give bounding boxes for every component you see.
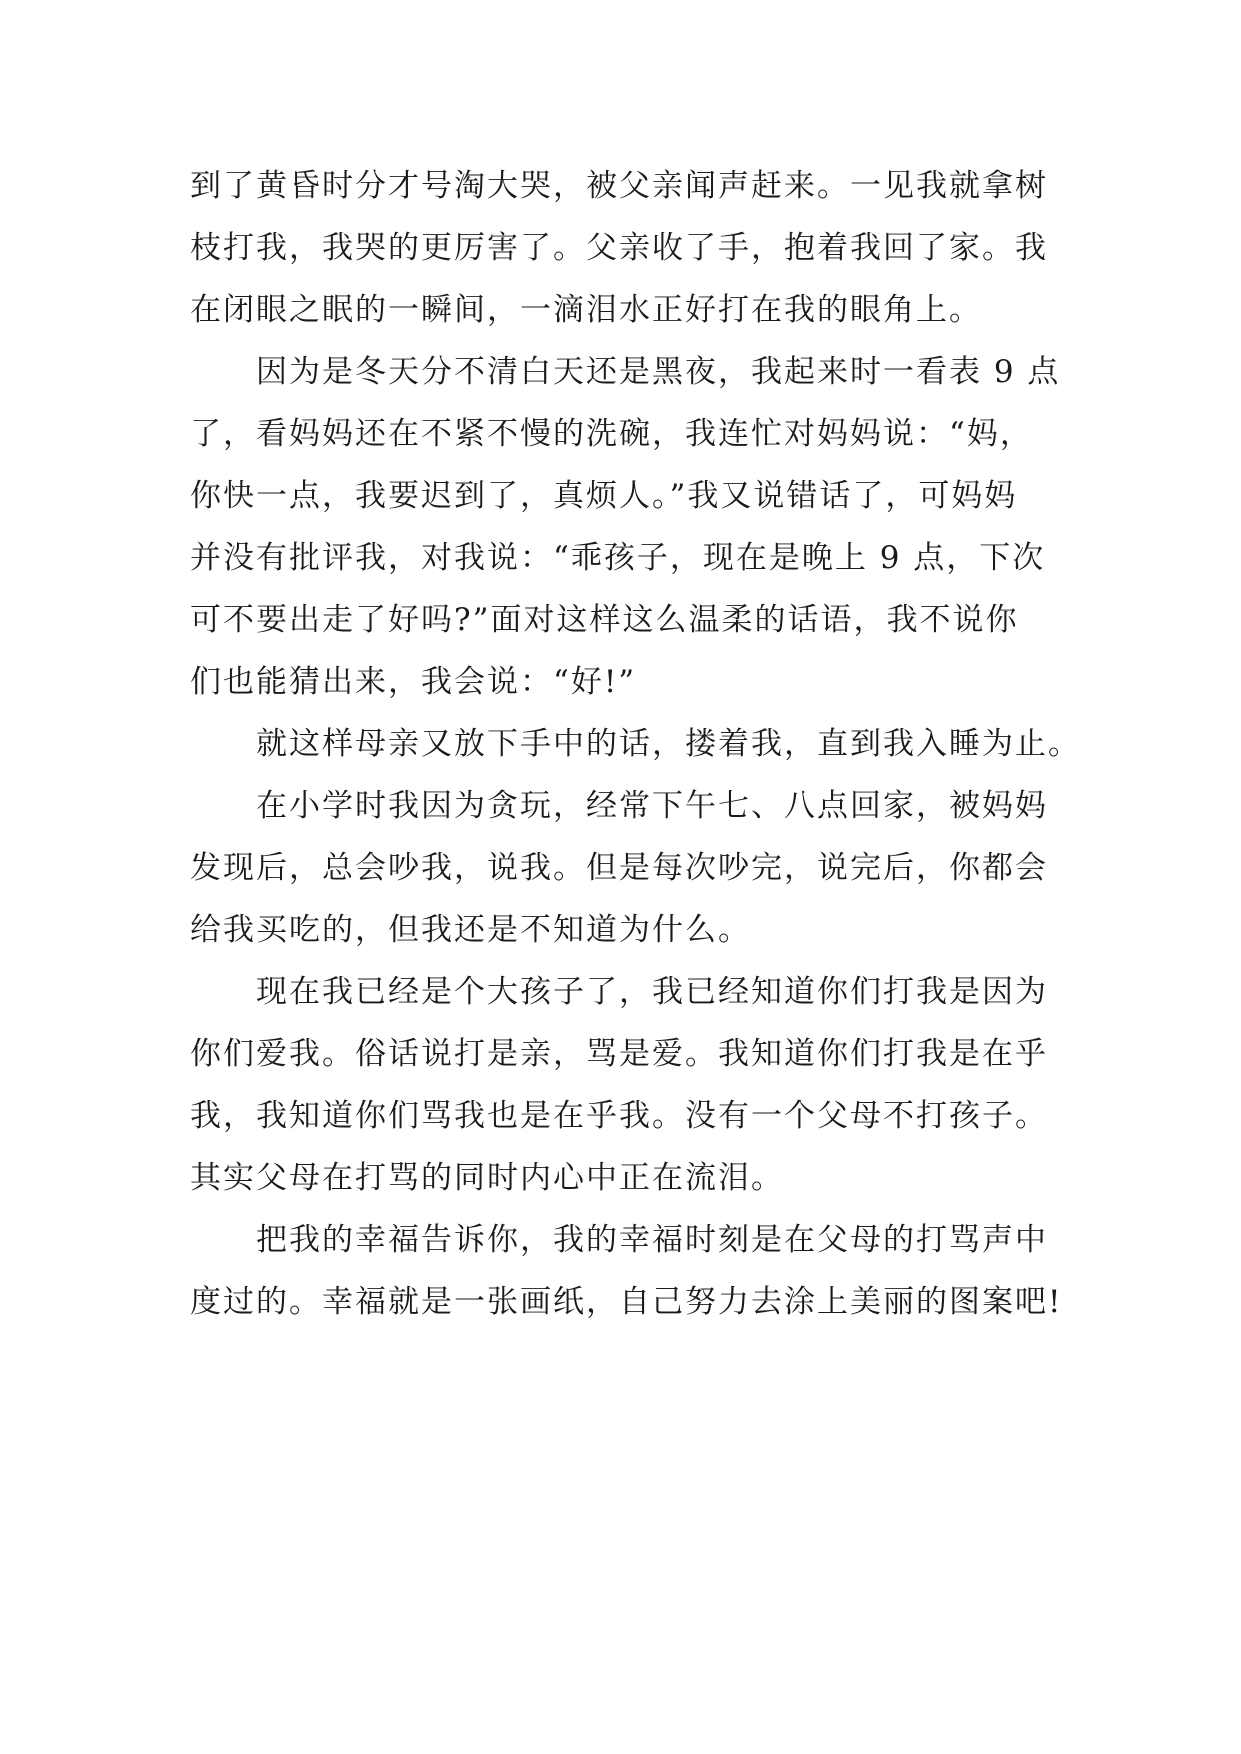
text-line: 我，我知道你们骂我也是在乎我。没有一个父母不打孩子。 [190, 1098, 1048, 1134]
text-line: 并没有批评我，对我说：“乖孩子，现在是晚上 9 点，下次 [190, 540, 1046, 576]
text-line: 给我买吃的，但我还是不知道为什么。 [190, 912, 751, 948]
paragraph-start-line: 因为是冬天分不清白天还是黑夜，我起来时一看表 9 点 [256, 354, 1061, 390]
text-line: 发现后，总会吵我，说我。但是每次吵完，说完后，你都会 [190, 850, 1048, 886]
text-line: 你快一点，我要迟到了，真烦人。”我又说错话了，可妈妈 [190, 478, 1018, 514]
body-text [190, 155, 1081, 1333]
paragraph-start-line: 在小学时我因为贪玩，经常下午七、八点回家，被妈妈 [256, 788, 1048, 824]
text-line: 了，看妈妈还在不紧不慢的洗碗，我连忙对妈妈说：“妈， [190, 416, 1033, 452]
text-line: 其实父母在打骂的同时内心中正在流泪。 [190, 1160, 784, 1196]
text-line: 可不要出走了好吗?”面对这样这么温柔的话语，我不说你 [190, 602, 1019, 638]
paragraph-start-line: 就这样母亲又放下手中的话，搂着我，直到我入睡为止。 [256, 726, 1081, 762]
paragraph-start-line: 现在我已经是个大孩子了，我已经知道你们打我是因为 [256, 974, 1048, 1010]
text-line: 枝打我，我哭的更厉害了。父亲收了手，抱着我回了家。我 [190, 230, 1048, 266]
text-line: 到了黄昏时分才号淘大哭，被父亲闻声赶来。一见我就拿树 [190, 168, 1048, 204]
text-line: 你们爱我。俗话说打是亲，骂是爱。我知道你们打我是在乎 [190, 1036, 1048, 1072]
paragraph-start-line: 把我的幸福告诉你，我的幸福时刻是在父母的打骂声中 [256, 1222, 1048, 1258]
text-line: 在闭眼之眠的一瞬间，一滴泪水正好打在我的眼角上。 [190, 292, 982, 328]
text-line: 度过的。幸福就是一张画纸，自己努力去涂上美丽的图案吧! [190, 1284, 1063, 1320]
text-line: 们也能猜出来，我会说：“好!” [190, 664, 637, 700]
